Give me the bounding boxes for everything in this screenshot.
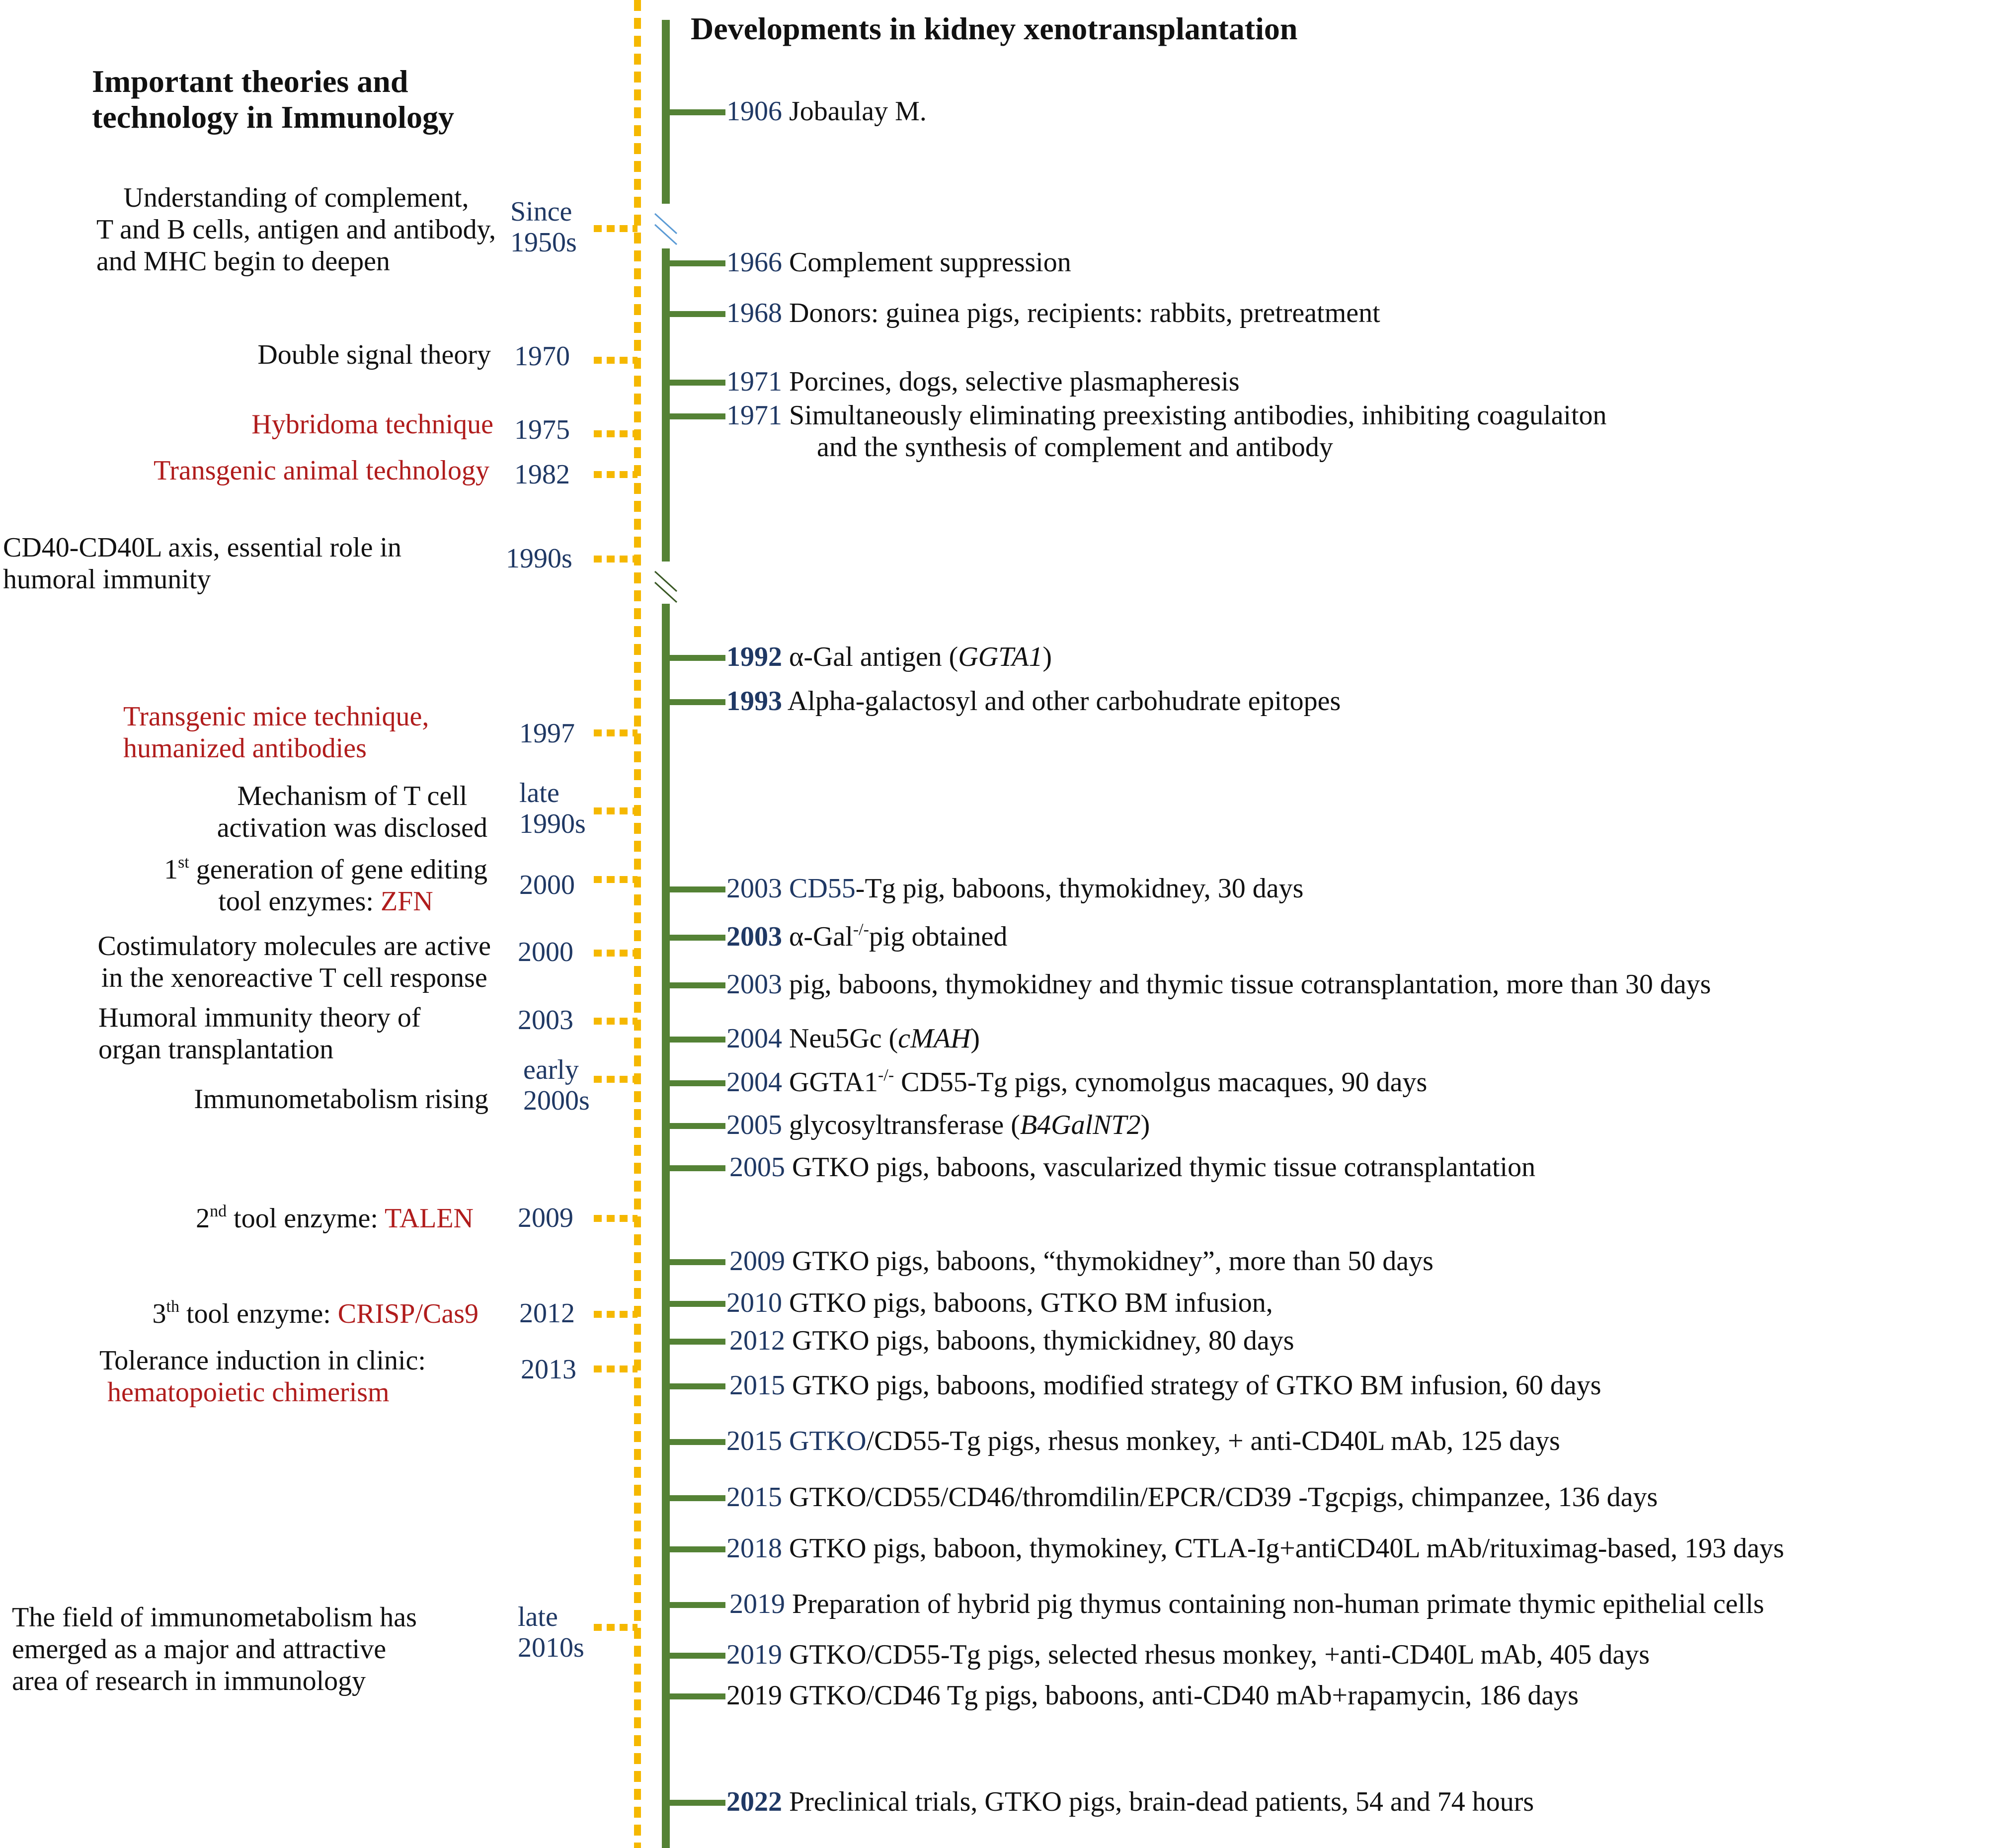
event-year: 2015 (729, 1370, 785, 1401)
left-event-2009: 2nd tool enzyme: TALEN (196, 1202, 474, 1234)
right-event-1968 (726, 297, 1380, 329)
event-text: α-Gal (789, 921, 853, 952)
year-label: 1990s (519, 808, 586, 839)
gene-name: B4GalNT2 (1020, 1110, 1141, 1140)
left-event-line: Mechanism of T cell (237, 781, 468, 811)
superscript: st (178, 853, 189, 872)
event-text: Simultaneously eliminating preexisting antibodies, inhibiting coagulaiton (789, 400, 1607, 431)
year-label: late (519, 778, 559, 808)
left-event-early2000s: Immunometabolism rising (194, 1084, 488, 1115)
immunology-header (92, 64, 454, 135)
left-year-late1990s (519, 778, 586, 839)
gene-name: GGTA1 (958, 642, 1043, 672)
left-year-1975: 1975 (514, 414, 570, 445)
right-event-2003a (726, 873, 1303, 904)
right-event-1971a (726, 366, 1240, 398)
right-event-1971b (726, 400, 1607, 463)
crispr-label: CRISP/Cas9 (337, 1298, 478, 1329)
superscript: nd (210, 1202, 227, 1220)
event-year: 1966 (726, 247, 782, 278)
left-event-line: organ transplantation (98, 1034, 334, 1065)
left-event-line: activation was disclosed (217, 812, 487, 843)
event-year: 2004 (726, 1023, 782, 1054)
event-text: GTKO pigs, baboons, GTKO BM infusion, (789, 1287, 1273, 1318)
event-text: Preclinical trials, GTKO pigs, brain-dead patients, 54 and 74 hours (789, 1786, 1534, 1817)
year-label: Since (510, 196, 572, 227)
left-event-2012: 3th tool enzyme: CRISP/Cas9 (152, 1297, 478, 1329)
event-year: 2003 (726, 969, 782, 1000)
right-event-1966 (726, 246, 1071, 278)
left-event-line: Costimulatory molecules are active (97, 931, 491, 962)
event-year: 2009 (729, 1246, 785, 1277)
event-year: 1971 (726, 366, 782, 397)
left-year-2003: 2003 (518, 1005, 573, 1036)
xeno-header: Developments in kidney xenotransplantation (691, 11, 1298, 46)
event-text: Jobaulay M. (789, 96, 927, 127)
left-event-1950s (96, 182, 496, 277)
event-text: Preparation of hybrid pig thymus containing non-human primate thymic epithelial cells (792, 1589, 1764, 1619)
event-year: 2003 (726, 921, 782, 952)
left-year-2013: 2013 (521, 1354, 576, 1385)
event-year: 2019 (726, 1639, 782, 1670)
immunology-header-line-1: Important theories and (92, 64, 408, 99)
talen-label: TALEN (384, 1203, 474, 1234)
left-year-2012: 2012 (519, 1298, 575, 1329)
event-text: Alpha-galactosyl and other carbohudrate epitopes (787, 686, 1341, 717)
left-event-line: T and B cells, antigen and antibody, (96, 214, 496, 245)
year-label: 2010s (518, 1632, 584, 1663)
axis-break-1b (655, 225, 677, 244)
left-event-line: humanized antibodies (123, 733, 367, 764)
left-event-late1990s (217, 780, 487, 844)
right-event-2018 (726, 1532, 1784, 1564)
year-label: late (518, 1602, 558, 1632)
left-year-2000a: 2000 (519, 870, 575, 900)
right-event-1993 (726, 685, 1341, 717)
event-text: CD55 (789, 873, 856, 904)
left-event-line: humoral immunity (3, 564, 211, 595)
event-text: pig, baboons, thymokidney and thymic tissue cotransplantation, more than 30 days (789, 969, 1711, 1000)
right-event-2004b (726, 1066, 1427, 1098)
right-event-2015c (726, 1481, 1658, 1513)
left-event-1970: Double signal theory (257, 339, 491, 370)
right-event-2004a (726, 1023, 980, 1054)
left-year-1950s (510, 196, 577, 258)
event-year: 1906 (726, 96, 782, 127)
axis-break-2b (655, 582, 677, 602)
event-year: 1968 (726, 298, 782, 328)
event-text: GTKO pigs, baboons, “thymokidney”, more than 50 days (792, 1246, 1433, 1277)
axis-break-1a (655, 214, 677, 234)
left-year-early2000s (523, 1054, 590, 1116)
superscript: -/- (853, 920, 869, 939)
event-text: GTKO pigs, baboon, thymokiney, CTLA-Ig+antiCD40L mAb/rituximag-based, 193 days (789, 1533, 1784, 1564)
left-event-line: area of research in immunology (12, 1666, 366, 1696)
event-year: 1971 (726, 400, 782, 431)
event-year: 2010 (726, 1287, 782, 1318)
left-year-2000b: 2000 (518, 937, 573, 967)
event-text: GTKO pigs, baboons, modified strategy of GTKO BM infusion, 60 days (792, 1370, 1601, 1401)
right-event-2022 (726, 1786, 1534, 1818)
left-year-1990s: 1990s (506, 543, 572, 574)
event-text: ) (1042, 642, 1052, 672)
right-event-2009 (729, 1245, 1433, 1277)
left-event-2000a (164, 854, 487, 917)
left-event-line: Understanding of complement, (123, 182, 469, 213)
event-year: 2004 (726, 1067, 782, 1098)
left-event-line: The field of immunometabolism has (12, 1602, 417, 1633)
event-text: GTKO/CD55-Tg pigs, selected rhesus monkey, +anti-CD40L mAb, 405 days (789, 1639, 1650, 1670)
event-text: pig obtained (869, 921, 1008, 952)
right-event-2019b (726, 1639, 1650, 1671)
event-year: 2005 (729, 1152, 785, 1183)
axis-break-2a (655, 571, 677, 591)
left-year-1982: 1982 (514, 459, 570, 490)
gene-name: cMAH (898, 1023, 971, 1054)
right-event-1992 (726, 641, 1052, 673)
left-event-2003 (98, 1002, 421, 1065)
right-event-2010 (726, 1287, 1273, 1319)
left-event-line: Tolerance induction in clinic: (99, 1345, 426, 1376)
event-year: 2018 (726, 1533, 782, 1564)
event-text: /CD55-Tg pigs, rhesus monkey, + anti-CD40L mAb, 125 days (866, 1426, 1560, 1456)
left-event-1990s (3, 532, 401, 595)
event-text-continued: and the synthesis of complement and antibody (817, 432, 1333, 463)
year-label: 2000s (523, 1085, 590, 1116)
event-text: -Tg pig, baboons, thymokidney, 30 days (855, 873, 1304, 904)
left-year-1970: 1970 (514, 341, 570, 372)
event-year: 2003 (726, 873, 782, 904)
left-event-line: emerged as a major and attractive (12, 1634, 387, 1665)
event-text: ) (1140, 1110, 1150, 1140)
superscript: -/- (878, 1066, 894, 1084)
left-event-line: hematopoietic chimerism (107, 1377, 390, 1408)
event-year: 2015 (726, 1426, 782, 1456)
left-event-line: tool enzymes: ZFN (218, 886, 433, 917)
right-event-2015b (726, 1425, 1560, 1457)
left-event-line: 1st generation of gene editing (164, 853, 487, 885)
event-text: Neu5Gc ( (789, 1023, 898, 1054)
right-event-2005b (729, 1151, 1535, 1183)
right-event-2012 (729, 1325, 1294, 1357)
left-event-line: and MHC begin to deepen (96, 246, 390, 277)
event-text: GTKO/CD46 Tg pigs, baboons, anti-CD40 mAb+rapamycin, 186 days (789, 1680, 1579, 1711)
left-event-1982: Transgenic animal technology (153, 455, 489, 486)
left-event-1975: Hybridoma technique (251, 409, 493, 440)
event-text: GTKO pigs, baboons, vascularized thymic tissue cotransplantation (792, 1152, 1536, 1183)
right-event-2005a (726, 1109, 1150, 1141)
event-text: GTKO pigs, baboons, thymickidney, 80 days (792, 1325, 1294, 1356)
year-label: 1950s (510, 227, 577, 258)
event-year: 2022 (726, 1786, 782, 1817)
left-event-line: Humoral immunity theory of (98, 1002, 421, 1033)
superscript: th (166, 1297, 179, 1316)
left-year-1997: 1997 (519, 718, 575, 749)
event-text: Complement suppression (789, 247, 1071, 278)
right-event-2003c (726, 968, 1711, 1000)
right-event-2015a (729, 1369, 1601, 1401)
event-text: CD55-Tg pigs, cynomolgus macaques, 90 days (894, 1067, 1428, 1098)
event-year: 2019 (726, 1680, 782, 1711)
event-text: GTKO/CD55/CD46/thromdilin/EPCR/CD39 -Tgcpigs, chimpanzee, 136 days (789, 1482, 1658, 1513)
event-year: 2012 (729, 1325, 785, 1356)
left-event-late2010s (12, 1602, 417, 1697)
event-year: 1993 (726, 686, 782, 717)
left-year-2009: 2009 (518, 1203, 573, 1233)
year-label: early (523, 1054, 579, 1085)
left-year-late2010s (518, 1602, 584, 1663)
event-year: 2015 (726, 1482, 782, 1513)
right-event-1906 (726, 95, 927, 127)
right-event-2003b (726, 921, 1007, 953)
zfn-label: ZFN (380, 886, 433, 917)
event-text: GTKO (789, 1426, 867, 1456)
right-event-2019c (726, 1680, 1579, 1711)
left-event-line: in the xenoreactive T cell response (101, 963, 487, 993)
event-year: 1992 (726, 642, 782, 672)
left-event-line: CD40-CD40L axis, essential role in (3, 532, 402, 563)
event-text: ) (970, 1023, 980, 1054)
event-text: glycosyltransferase ( (789, 1110, 1020, 1140)
left-event-2000b (97, 930, 491, 994)
event-text: α-Gal antigen ( (789, 642, 958, 672)
event-text: Porcines, dogs, selective plasmapheresis (789, 366, 1240, 397)
left-event-line: Transgenic mice technique, (123, 701, 429, 732)
event-text: Donors: guinea pigs, recipients: rabbits, pretreatment (789, 298, 1380, 328)
left-event-2013 (99, 1345, 426, 1408)
event-text: GGTA1 (789, 1067, 878, 1098)
left-event-1997 (123, 701, 429, 764)
event-year: 2005 (726, 1110, 782, 1140)
right-event-2019a (729, 1588, 1764, 1620)
immunology-header-line-2: technology in Immunology (92, 99, 454, 135)
event-year: 2019 (729, 1589, 785, 1619)
